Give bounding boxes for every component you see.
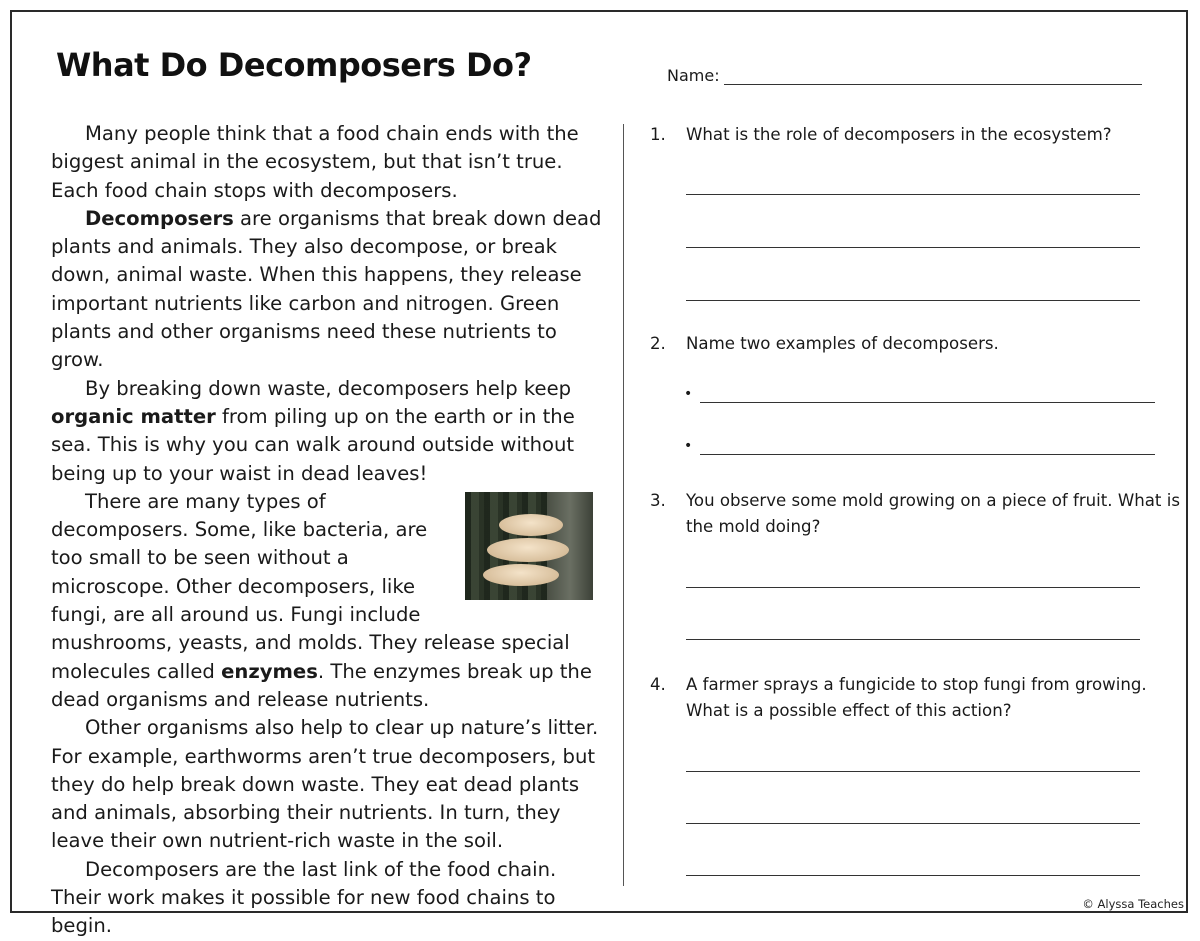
answer-line[interactable] (700, 402, 1155, 403)
name-label: Name: (667, 66, 720, 85)
term-organic-matter: organic matter (51, 404, 216, 428)
answer-line[interactable] (686, 875, 1140, 876)
bullet-icon: • (684, 386, 693, 402)
mushroom-photo (465, 492, 593, 600)
answer-line[interactable] (686, 300, 1140, 301)
name-input-line[interactable] (724, 68, 1142, 85)
answer-line[interactable] (686, 823, 1140, 824)
paragraph-4: There are many types of decomposers. Some, like bacteria, are too small to be seen without a microscope. Other decomposers, like fungi, are all around us. Fungi include mushrooms, yeasts, and molds. They release special molecules called enzymes. The enzymes break up the dead organisms and release nutrients. (51, 489, 592, 711)
answer-line[interactable] (700, 454, 1155, 455)
copyright-notice: © Alyssa Teaches (1082, 897, 1184, 911)
term-decomposers: Decomposers (85, 206, 234, 230)
answer-line[interactable] (686, 639, 1140, 640)
reading-passage (51, 120, 607, 941)
answer-line[interactable] (686, 247, 1140, 248)
paragraph-6: Decomposers are the last link of the food chain. Their work makes it possible for new food chains to begin. (51, 857, 557, 938)
paragraph-2: Decomposers are organisms that break down dead plants and animals. They also decompose, or break down, animal waste. When this happens, they release important nutrients like carbon and nitrogen. Green plants and other organisms need these nutrients to grow. (51, 206, 602, 372)
paragraph-5: Other organisms also help to clear up nature’s litter. For example, earthworms aren’t true decomposers, but they do help break down waste. They eat dead plants and animals, absorbing their nutrients. In turn, they leave their own nutrient-rich waste in the soil. (51, 716, 599, 853)
paragraph-1: Many people think that a food chain ends with the biggest animal in the ecosystem, but that isn’t true. Each food chain stops with decomposers. (51, 122, 579, 202)
answer-line[interactable] (686, 771, 1140, 772)
paragraph-3: By breaking down waste, decomposers help keep organic matter from piling up on the earth or in the sea. This is why you can walk around outside without being up to your waist in dead leaves! (51, 376, 575, 485)
bullet-icon: • (684, 438, 693, 454)
answer-line[interactable] (686, 587, 1140, 588)
column-divider (623, 124, 624, 886)
name-row (667, 66, 1142, 85)
answer-line[interactable] (686, 194, 1140, 195)
page-title: What Do Decomposers Do? (56, 46, 532, 84)
term-enzymes: enzymes (221, 659, 318, 683)
